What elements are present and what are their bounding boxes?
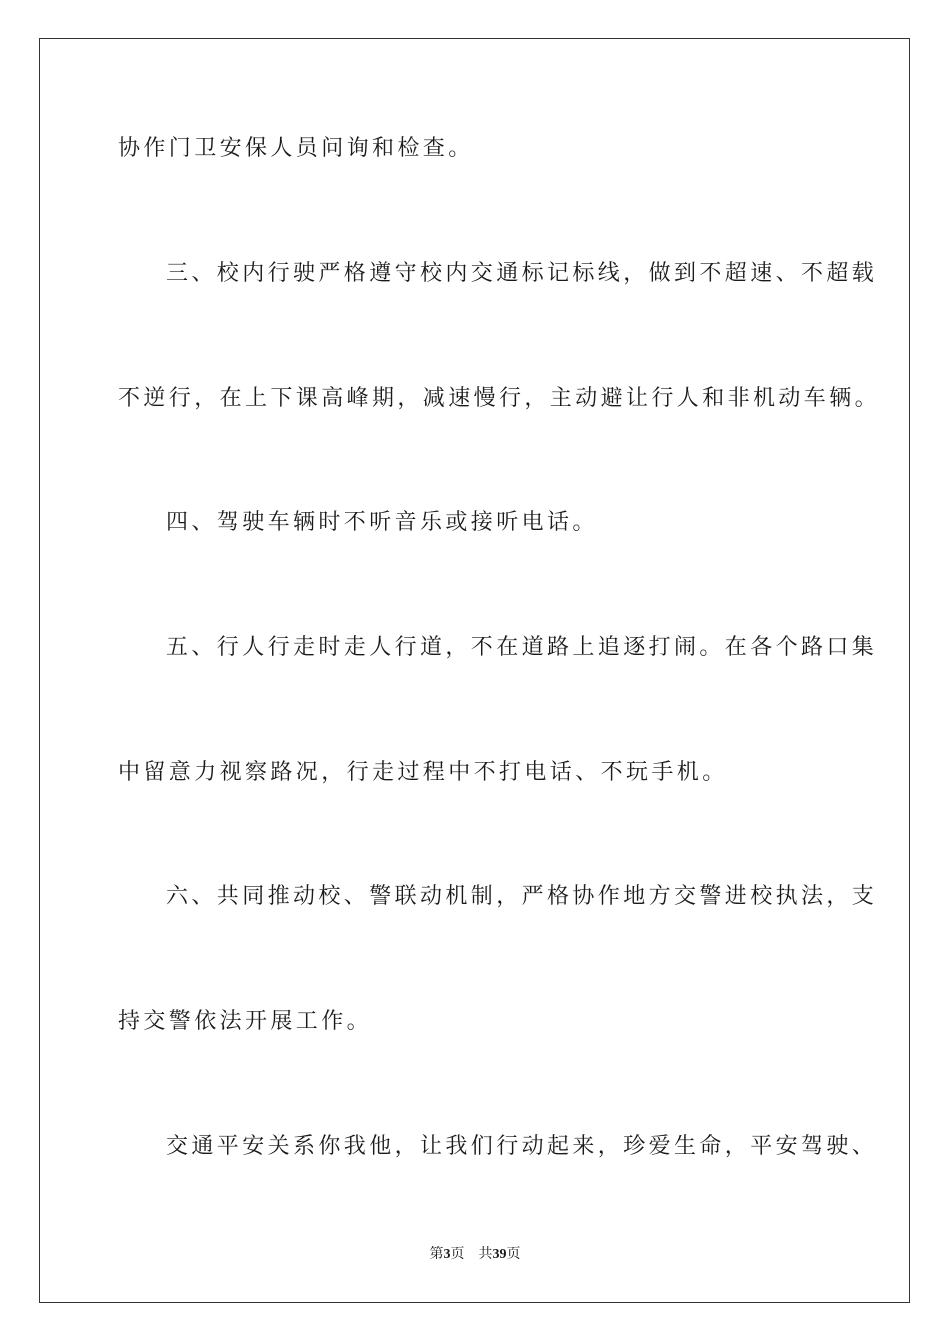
- text-line-5: 五、行人行走时走人行道，不在道路上追逐打闹。在各个路口集: [166, 635, 878, 660]
- text-line-9: 交通平安关系你我他，让我们行动起来，珍爱生命，平安驾驶、: [166, 1134, 878, 1159]
- text-line-4: 四、驾驶车辆时不听音乐或接听电话。: [166, 510, 598, 535]
- text-line-6: 中留意力视察路况，行走过程中不打电话、不玩手机。: [118, 760, 728, 785]
- page-prefix: 第: [429, 1247, 444, 1262]
- page-suffix: 页: [450, 1247, 465, 1262]
- total-pages: 39: [492, 1247, 507, 1262]
- total-prefix: 共: [478, 1247, 493, 1262]
- text-line-8: 持交警依法开展工作。: [118, 1009, 373, 1034]
- text-line-1: 协作门卫安保人员问询和检查。: [118, 136, 474, 161]
- text-line-2: 三、校内行驶严格遵守校内交通标记标线，做到不超速、不超载: [166, 261, 878, 286]
- text-line-3: 不逆行，在上下课高峰期，减速慢行，主动避让行人和非机动车辆。: [118, 386, 881, 411]
- text-line-7: 六、共同推动校、警联动机制，严格协作地方交警进校执法，支: [166, 884, 878, 909]
- total-suffix: 页: [506, 1247, 521, 1262]
- page-number: 3: [443, 1247, 451, 1262]
- page-footer: [0, 1245, 950, 1265]
- page-frame: [39, 38, 910, 1303]
